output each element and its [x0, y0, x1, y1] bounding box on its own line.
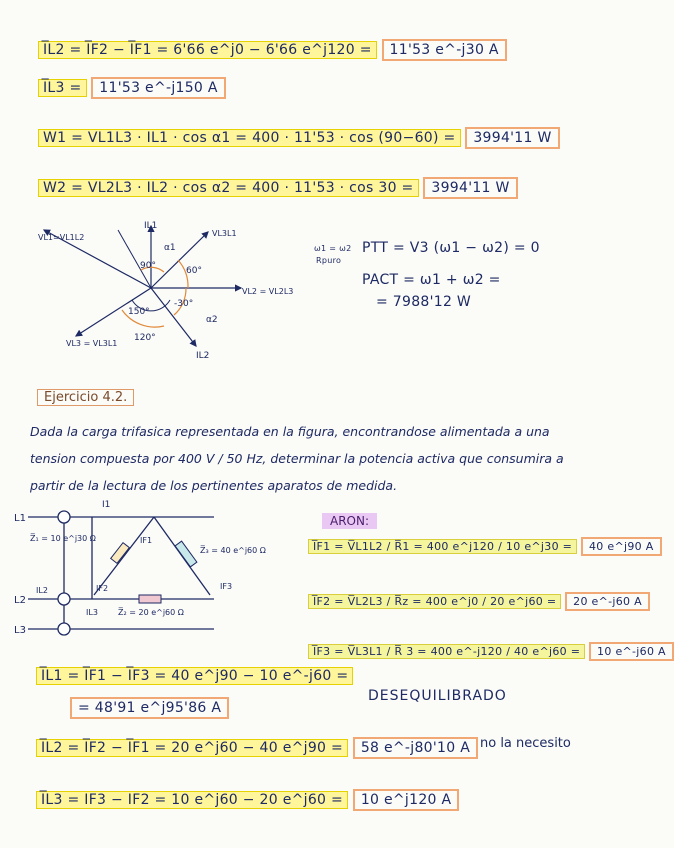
label-L2: L2	[14, 595, 26, 606]
eq-il1: I̅L1 = I̅F1 − I̅F3 = 40 e^j90 − 10 e^-j60 =	[36, 668, 353, 684]
label-vl3l1: VL3L1	[212, 229, 237, 238]
eq-pact: PACT = ω1 + ω2 =	[362, 272, 501, 288]
exercise-text: Dada la carga trifasica representada en la figura, encontrandose alimentada a una tension compuesta por 400 V / 50 Hz, determinar la potencia activa que consumira a partir de la lectura de los pertinentes aparatos de medida.	[30, 424, 564, 493]
eq-if3: I̅F3 = V̅L3L1 / R̅ 3 = 400 e^-j120 / 40 e^j60 = 10 e^-j60 A	[308, 645, 674, 658]
label-il1: IL1	[144, 221, 158, 231]
label-IF2: IF2	[96, 584, 109, 593]
eq-if1-result: 40 e^j90 A	[581, 537, 662, 556]
eq-pact-result: = 7988'12 W	[376, 294, 472, 310]
eq-il3-result: 11'53 e^-j150 A	[91, 77, 225, 99]
label-120deg: 120°	[134, 333, 156, 343]
eq-if2-result: 20 e^-j60 A	[565, 592, 650, 611]
eq-ptt: PTT = V3 (ω1 − ω2) = 0	[362, 240, 540, 256]
phasor-diagram	[36, 218, 306, 368]
label-IF1: IF1	[140, 536, 153, 545]
eq-w2-result: 3994'11 W	[423, 177, 517, 199]
aron-label: ARON:	[322, 513, 377, 529]
note-not-needed: no la necesito	[480, 736, 571, 751]
eq-il2: I̅L2 = I̅F2 − I̅F1 = 20 e^j60 − 40 e^j90 = 58 e^-j80'10 A	[36, 740, 478, 756]
label-90deg: 90°	[140, 261, 156, 271]
label-150deg: 150°	[128, 307, 150, 317]
desequilibrado-label: DESEQUILIBRADO	[368, 688, 507, 704]
label-Z1: Z̅₁ = 10 e^j30 Ω	[30, 534, 96, 543]
label-L3: L3	[14, 625, 26, 636]
label-Z2: Z̅₂ = 20 e^j60 Ω	[118, 608, 184, 617]
eq-w1-result: 3994'11 W	[465, 127, 559, 149]
label-IF3: IF3	[220, 582, 233, 591]
label-alpha1: α1	[164, 243, 176, 253]
label-vl3: VL3 = VL3L1	[66, 339, 118, 348]
eq-il3: I̅L3 = IF3 − IF2 = 10 e^j60 − 20 e^j60 = 10 e^j120 A	[36, 792, 459, 808]
eq-il2-top: I̅L2 = I̅F2 − I̅F1 = 6'66 e^j0 − 6'66 e^j120 = 11'53 e^-j30 A	[38, 42, 507, 58]
label-IL3: IL3	[86, 608, 98, 617]
ptt-note: ω1 = ω2	[314, 244, 352, 253]
eq-w1: W1 = VL1L3 · IL1 · cos α1 = 400 · 11'53 · cos (90−60) = 3994'11 W	[38, 130, 560, 146]
eq-il3-top: I̅L3 = 11'53 e^-j150 A	[38, 80, 226, 96]
circuit-diagram	[14, 495, 314, 645]
exercise-heading: Ejercicio 4.2.	[37, 389, 134, 406]
label-30deg: -30°	[174, 299, 194, 309]
label-il2: IL2	[196, 351, 210, 361]
label-Z3: Z̅₃ = 40 e^j60 Ω	[200, 546, 266, 555]
eq-il1-result: = 48'91 e^j95'86 A	[70, 700, 229, 716]
eq-il2-res: 58 e^-j80'10 A	[353, 737, 478, 759]
eq-w2: W2 = VL2L3 · IL2 · cos α2 = 400 · 11'53 · cos 30 = 3994'11 W	[38, 180, 518, 196]
eq-if3-result: 10 e^-j60 A	[589, 642, 674, 661]
label-60deg: 60°	[186, 266, 202, 276]
eq-il2-result: 11'53 e^-j30 A	[382, 39, 507, 61]
ptt-note2: Rpuro	[316, 256, 342, 265]
label-alpha2: α2	[206, 315, 218, 325]
label-vl1: VL1=VL1L2	[38, 233, 85, 242]
label-IL2: IL2	[36, 586, 48, 595]
label-vl2: VL2 = VL2L3	[242, 287, 294, 296]
eq-il3-res: 10 e^j120 A	[353, 789, 460, 811]
label-I1: I1	[102, 500, 111, 510]
eq-if2: I̅F2 = V̅L2L3 / R̅z = 400 e^j0 / 20 e^j60 = 20 e^-j60 A	[308, 595, 650, 608]
label-L1: L1	[14, 513, 26, 524]
eq-if1: I̅F1 = V̅L1L2 / R̅1 = 400 e^j120 / 10 e^j30 = 40 e^j90 A	[308, 540, 662, 553]
